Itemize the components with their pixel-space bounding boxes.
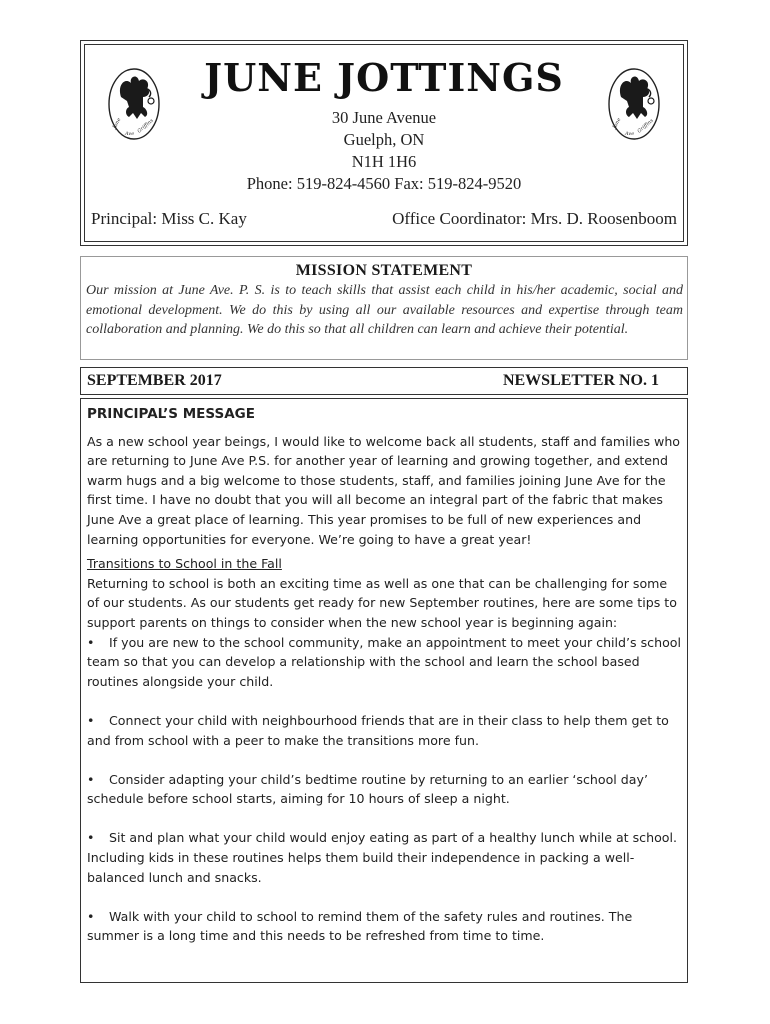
newsletter-header <box>80 40 688 246</box>
address-street: 30 June Avenue <box>331 108 437 127</box>
svg-text:Griffins: Griffins <box>636 117 655 135</box>
mission-title: MISSION STATEMENT <box>295 262 473 279</box>
tip-text: Consider adapting your child’s bedtime routine by returning to an earlier ‘school day’ schedule before school starts, aiming for 10 hours of sleep a night. <box>87 771 648 807</box>
list-item <box>87 711 683 750</box>
list-item <box>87 828 683 887</box>
tip-text: Sit and plan what your child would enjoy eating as part of a healthy lunch while at school. Including kids in these routines helps them build their independence in packing a well-balanced lunch and snacks. <box>87 830 677 885</box>
issue-bar <box>80 367 688 395</box>
bullet-icon: • <box>87 712 95 728</box>
list-item <box>87 907 683 946</box>
tip-text: Walk with your child to school to remind them of the safety rules and routines. The summer is a long time and this needs to be refreshed from time to time. <box>87 908 633 944</box>
header-inner-frame <box>84 44 684 242</box>
svg-text:June: June <box>611 117 623 130</box>
bullet-icon: • <box>87 908 95 924</box>
bullet-icon: • <box>87 634 95 650</box>
tip-text: If you are new to the school community, make an appointment to meet your child’s school team so that you can develop a relationship with the school and learn the school based routines alongside your child. <box>87 634 681 689</box>
issue-date: SEPTEMBER 2017 <box>87 372 222 389</box>
svg-text:Ave: Ave <box>625 131 635 137</box>
svg-text:June: June <box>111 117 123 130</box>
bullet-icon: • <box>87 830 95 846</box>
transitions-intro: Returning to school is both an exciting time as well as one that can be challenging for some of our students. As our students get ready for new September routines, here are some tips to support parents on things to consider when the new school year is beginning again: <box>87 575 677 630</box>
phone-fax: Phone: 519-824-4560 Fax: 519-824-9520 <box>246 174 522 193</box>
list-item <box>87 633 683 692</box>
list-item <box>87 770 683 809</box>
mission-statement-box <box>80 256 688 360</box>
svg-text:Ave: Ave <box>125 131 135 137</box>
bullet-icon: • <box>87 771 95 787</box>
address-city: Guelph, ON <box>343 130 425 149</box>
address-postal-code: N1H 1H6 <box>351 152 417 171</box>
principal-message-section <box>80 398 688 983</box>
mission-text: Our mission at June Ave. P. S. is to teach skills that assist each child in his/her academic, social and emotional development. We do this by using all our available resources and expertise through team collaboration and planning. We do this so that all children can learn and achieve their potential. <box>86 283 683 337</box>
principal-name: Principal: Miss C. Kay <box>91 209 247 228</box>
welcome-paragraph: As a new school year beings, I would like to welcome back all students, staff and families who are returning to June Ave P.S. for another year of learning and growing together, and extend warm hugs and a big welcome to those students, staff, and families joining June Ave for the first time. I have no doubt that you will all become an integral part of the fabric that makes June Ave a great place of learning. This year promises to be full of new experiences and learning opportunities for everyone. We’re going to have a great year! <box>87 433 681 547</box>
svg-text:Griffins: Griffins <box>136 117 155 135</box>
transitions-subheading: Transitions to School in the Fall <box>87 556 282 572</box>
tip-text: Connect your child with neighbourhood friends that are in their class to help them get to and from school with a peer to make the transitions more fun. <box>87 712 669 748</box>
office-coordinator-name: Office Coordinator: Mrs. D. Roosenboom <box>392 209 677 228</box>
newsletter-number: NEWSLETTER NO. 1 <box>502 372 659 389</box>
section-heading: PRINCIPAL’S MESSAGE <box>87 406 255 422</box>
newsletter-title: JUNE JOTTINGS <box>204 55 564 100</box>
school-address <box>85 107 683 195</box>
